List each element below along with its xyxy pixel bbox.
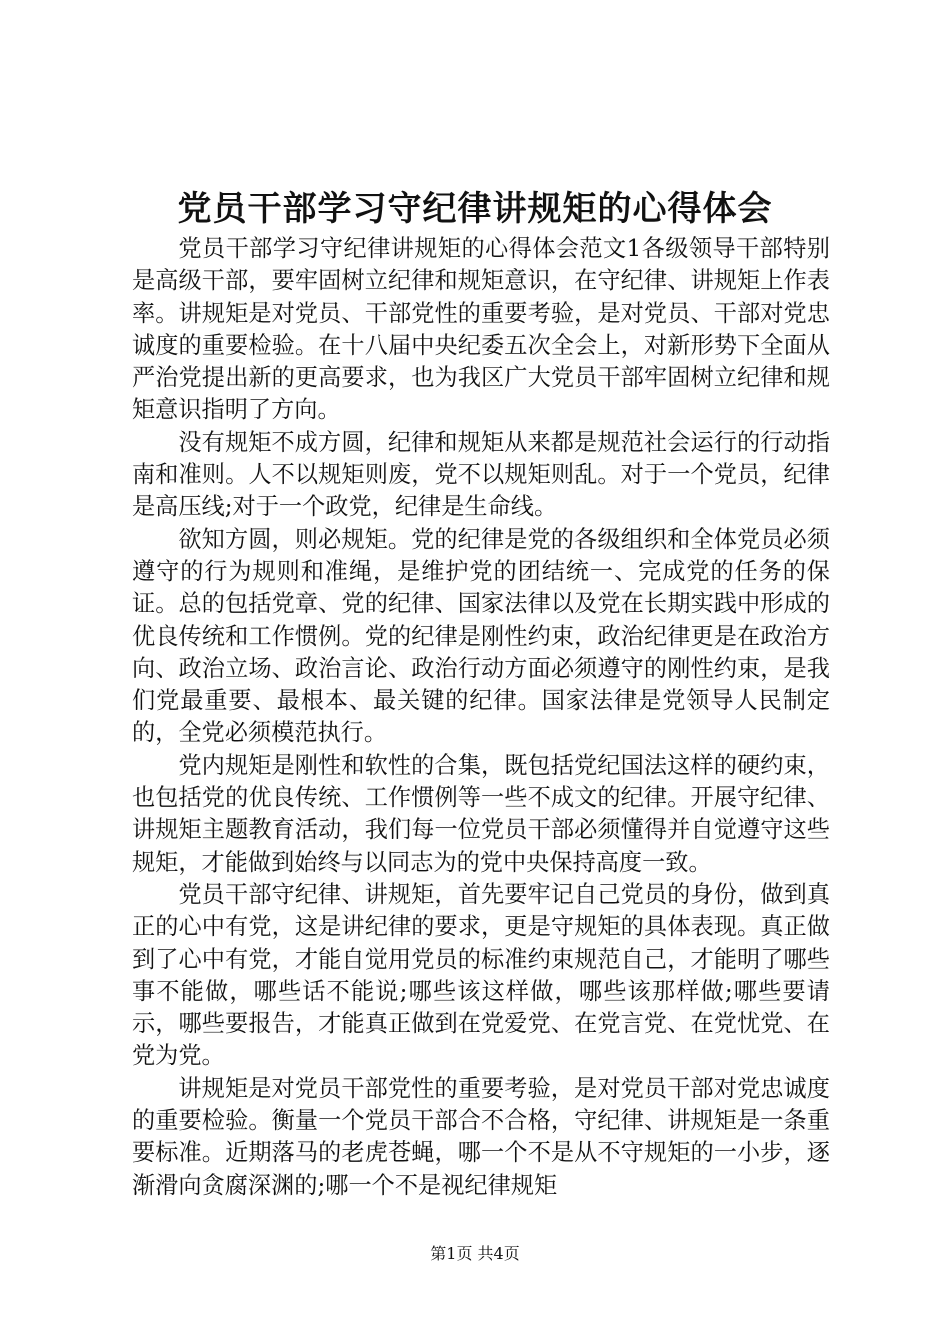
paragraph: 党内规矩是刚性和软性的合集，既包括党纪国法这样的硬约束，也包括党的优良传统、工作惯例等一些不成文的纪律。开展守纪律、讲规矩主题教育活动，我们每一位党员干部必须懂得并自觉遵守这些规矩，才能做到始终与以同志为的党中央保持高度一致。 — [132, 751, 830, 876]
document-title: 党员干部学习守纪律讲规矩的心得体会 — [177, 189, 773, 229]
paragraph: 讲规矩是对党员干部党性的重要考验，是对党员干部对党忠诚度的重要检验。衡量一个党员干部合不合格，守纪律、讲规矩是一条重要标准。近期落马的老虎苍蝇，哪一个不是从不守规矩的一小步，逐渐滑向贪腐深渊的;哪一个不是视纪律规矩 — [132, 1074, 830, 1199]
paragraph: 欲知方圆，则必规矩。党的纪律是党的各级组织和全体党员必须遵守的行为规则和准绳，是维护党的团结统一、完成党的任务的保证。总的包括党章、党的纪律、国家法律以及党在长期实践中形成的优良传统和工作惯例。党的纪律是刚性约束，政治纪律更是在政治方向、政治立场、政治言论、政治行动方面必须遵守的刚性约束，是我们党最重要、最根本、最关键的纪律。国家法律是党领导人民制定的，全党必须模范执行。 — [132, 525, 830, 747]
paragraph: 党员干部守纪律、讲规矩，首先要牢记自己党员的身份，做到真正的心中有党，这是讲纪律的要求，更是守规矩的具体表现。真正做到了心中有党，才能自觉用党员的标准约束规范自己，才能明了哪些事不能做，哪些话不能说;哪些该这样做，哪些该那样做;哪些要请示，哪些要报告，才能真正做到在党爱党、在党言党、在党忧党、在党为党。 — [132, 880, 830, 1070]
page-footer: 第1页 共4页 — [430, 1244, 520, 1263]
paragraph: 党员干部学习守纪律讲规矩的心得体会范文1各级领导干部特别是高级干部，要牢固树立纪律和规矩意识，在守纪律、讲规矩上作表率。讲规矩是对党员、干部党性的重要考验，是对党员、干部对党忠诚度的重要检验。在十八届中央纪委五次全会上，对新形势下全面从严治党提出新的更高要求，也为我区广大党员干部牢固树立纪律和规矩意识指明了方向。 — [132, 235, 830, 424]
paragraph: 没有规矩不成方圆，纪律和规矩从来都是规范社会运行的行动指南和准则。人不以规矩则废，党不以规矩则乱。对于一个党员，纪律是高压线;对于一个政党，纪律是生命线。 — [132, 428, 830, 521]
document-body — [132, 233, 830, 1202]
